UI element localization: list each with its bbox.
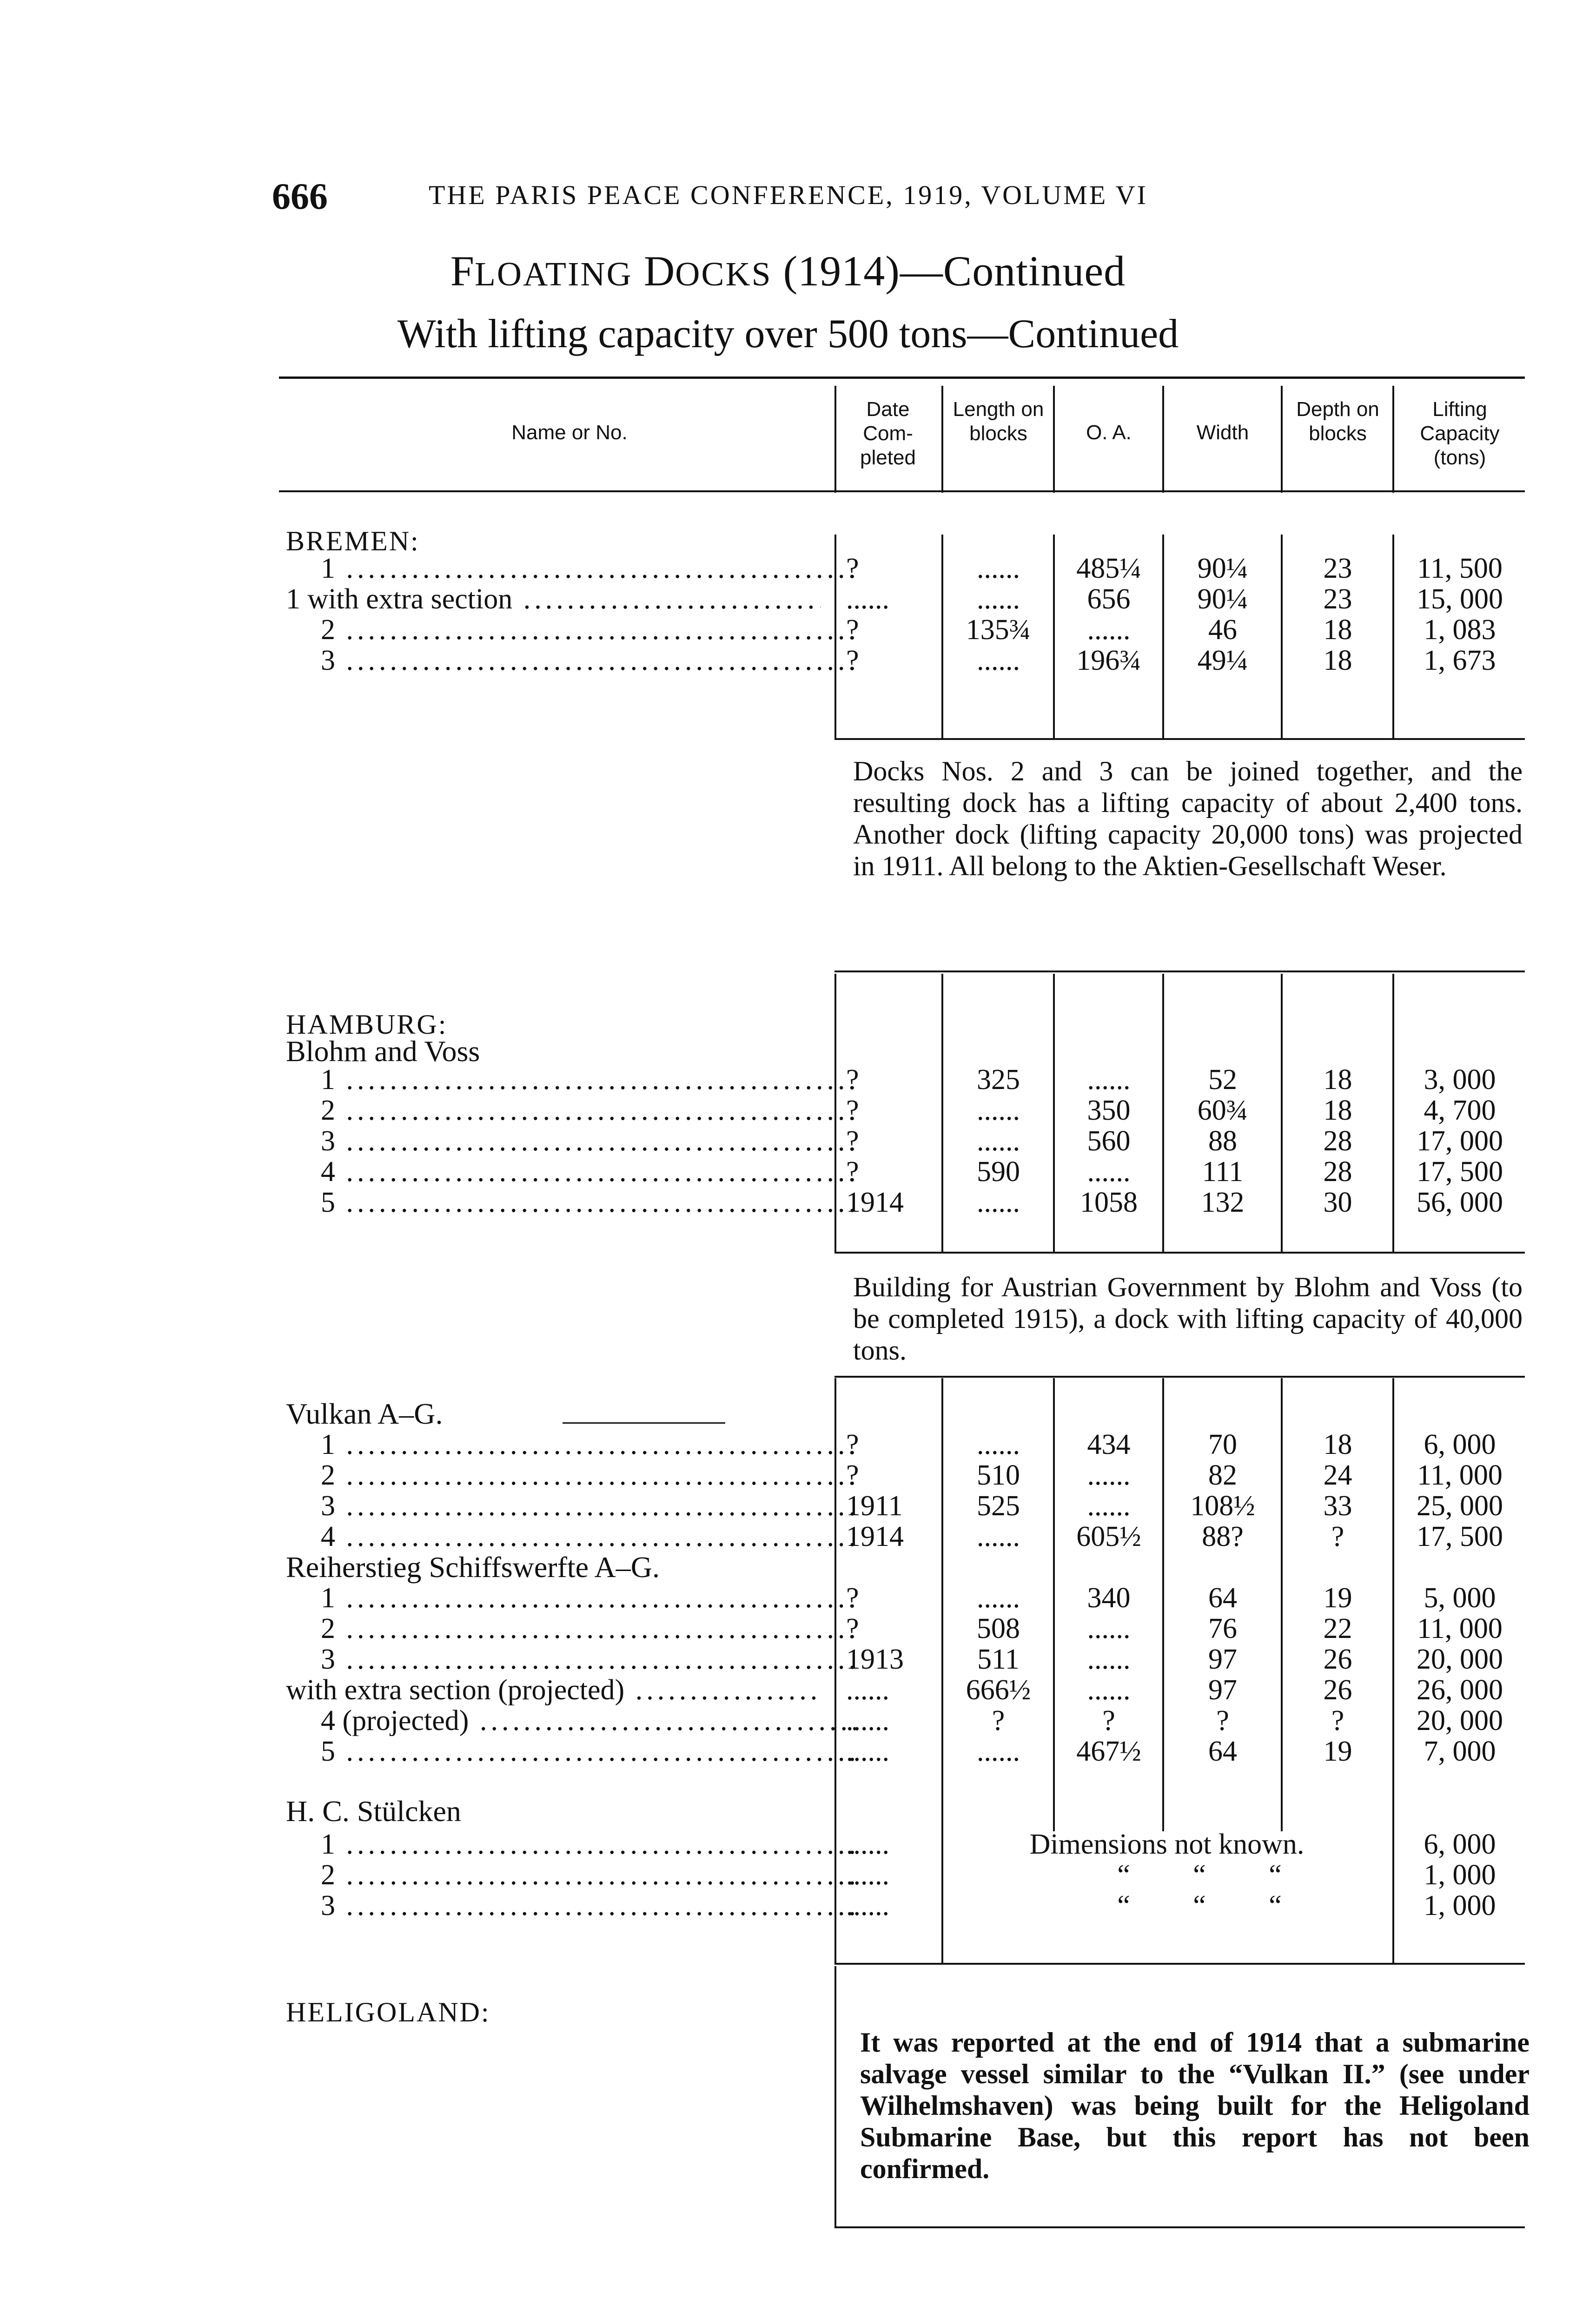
row-length: 508	[977, 1613, 1020, 1644]
title-initial-f: F	[450, 247, 475, 295]
col-rule	[1162, 386, 1164, 493]
section-bremen: BREMEN:	[286, 526, 420, 556]
row-lifting: 4, 700	[1424, 1095, 1496, 1126]
row-date: ......	[846, 1890, 889, 1921]
table-title	[0, 246, 1576, 296]
row-lifting: 20, 000	[1417, 1705, 1503, 1736]
row-lifting: 17, 500	[1417, 1521, 1503, 1552]
row-name: 3 .....	[321, 1491, 855, 1521]
row-dimensions: “ “ “	[1117, 1890, 1282, 1921]
table-row	[0, 1583, 1576, 1613]
row-name: 2 .....	[321, 614, 855, 645]
row-width: ?	[1216, 1705, 1229, 1736]
row-name: 1 .....	[321, 1064, 855, 1095]
table-subtitle: With lifting capacity over 500 tons—Continued	[397, 311, 1179, 357]
row-width: 111	[1202, 1156, 1244, 1188]
row-oa: ......	[1087, 1064, 1131, 1096]
row-lifting: 6, 000	[1424, 1829, 1496, 1860]
row-length: 525	[977, 1490, 1020, 1522]
header-name: Name or No.	[511, 421, 628, 444]
row-name: 2 .....	[321, 1095, 855, 1126]
row-depth: 24	[1323, 1459, 1352, 1491]
header-oa: O. A.	[1086, 421, 1132, 444]
row-lifting: 1, 083	[1424, 614, 1496, 646]
row-name: 4 (projected) .....	[321, 1705, 855, 1736]
row-name: 4 .....	[321, 1156, 855, 1187]
row-width: 52	[1208, 1064, 1237, 1096]
bremen-note: Docks Nos. 2 and 3 can be joined together, and the resulting dock has a lifting capacity of about 2,400 tons. Another dock (lifting capacity 20,000 tons) was projected in 1911. All belong to the Aktien-Gesellschaft Weser.	[853, 756, 1523, 881]
row-length: 511	[977, 1644, 1020, 1675]
row-depth: ?	[1331, 1705, 1344, 1736]
row-depth: 30	[1323, 1187, 1352, 1218]
row-name: 5 .....	[321, 1187, 855, 1218]
row-date: ?	[846, 1064, 859, 1096]
row-dimensions: Dimensions not known.	[1029, 1829, 1305, 1860]
table-row	[0, 1736, 1576, 1767]
group-reiherstieg: Reiherstieg Schiffswerfte A–G.	[286, 1551, 660, 1584]
table-row	[0, 1860, 1576, 1890]
row-width: 46	[1208, 614, 1237, 646]
row-depth: ?	[1331, 1521, 1344, 1552]
row-length: 510	[977, 1459, 1020, 1491]
row-width: 76	[1208, 1613, 1237, 1644]
table-row	[0, 1613, 1576, 1644]
header-top-rule	[279, 376, 1525, 379]
row-name: 2 .....	[321, 1613, 855, 1644]
row-lifting: 15, 000	[1417, 583, 1503, 615]
row-width: 64	[1208, 1582, 1237, 1614]
row-depth: 23	[1323, 553, 1352, 584]
header-bottom-rule	[279, 490, 1525, 492]
row-length: 325	[977, 1064, 1020, 1096]
table-row	[0, 1829, 1576, 1860]
table-row	[0, 1156, 1576, 1187]
table-row	[0, 1460, 1576, 1491]
row-name: 1 .....	[321, 553, 855, 584]
row-oa: 350	[1087, 1095, 1131, 1126]
row-length: ......	[977, 1429, 1020, 1460]
row-name: 2 .....	[321, 1860, 855, 1890]
row-lifting: 56, 000	[1417, 1187, 1503, 1218]
row-lifting: 6, 000	[1424, 1429, 1496, 1460]
table-row	[0, 1675, 1576, 1705]
row-lifting: 17, 000	[1417, 1125, 1503, 1157]
row-depth: 19	[1323, 1736, 1352, 1767]
group-vulkan: Vulkan A–G.	[286, 1397, 443, 1430]
row-date: 1914	[846, 1521, 904, 1552]
row-depth: 18	[1323, 1429, 1352, 1460]
table-bottom-rule	[834, 2226, 1525, 2228]
blohm-note-rule	[834, 1376, 1525, 1378]
row-lifting: 11, 000	[1417, 1459, 1503, 1491]
row-width: 82	[1208, 1459, 1237, 1491]
col-rule	[941, 386, 943, 493]
row-name: 1 .....	[321, 1583, 855, 1613]
row-depth: 26	[1323, 1644, 1352, 1675]
row-lifting: 26, 000	[1417, 1674, 1503, 1706]
blohm-voss-note: Building for Austrian Government by Blohm and Voss (to be completed 1915), a dock with lifting capacity of 40,000 tons.	[853, 1272, 1523, 1366]
table-row	[0, 614, 1576, 645]
row-oa: ......	[1087, 1613, 1131, 1644]
row-width: 90¼	[1197, 553, 1248, 584]
row-date: ......	[846, 1859, 889, 1891]
table-row	[0, 1095, 1576, 1126]
row-date: ......	[846, 1705, 889, 1736]
page-number: 666	[272, 176, 328, 217]
row-date: ?	[846, 1095, 859, 1126]
row-date: ......	[846, 1736, 889, 1767]
row-date: ......	[846, 1829, 889, 1860]
row-width: 88	[1208, 1125, 1237, 1157]
row-length: ......	[977, 1095, 1020, 1126]
row-name: 3 .....	[321, 1890, 855, 1921]
row-date: ?	[846, 645, 859, 676]
row-date: ......	[846, 1674, 889, 1706]
row-oa: ......	[1087, 1644, 1131, 1675]
row-oa: 434	[1087, 1429, 1131, 1460]
row-oa: ?	[1102, 1705, 1115, 1736]
row-oa: 605½	[1076, 1521, 1141, 1552]
title-initial-d: D	[643, 247, 675, 295]
row-date: ?	[846, 1582, 859, 1614]
table-row	[0, 1187, 1576, 1218]
row-lifting: 1, 000	[1424, 1890, 1496, 1921]
group-stulcken: H. C. Stülcken	[286, 1795, 461, 1828]
row-name: 3 .....	[321, 645, 855, 676]
row-oa: 467½	[1076, 1736, 1141, 1767]
col-rule	[1053, 386, 1055, 493]
row-oa: 485¼	[1076, 553, 1141, 584]
row-lifting: 1, 673	[1424, 645, 1496, 676]
row-oa: ......	[1087, 1674, 1131, 1706]
bremen-block-rule	[834, 738, 1525, 740]
table-row	[0, 1705, 1576, 1736]
bremen-note-rule	[834, 971, 1525, 972]
col-rule	[834, 1966, 836, 2226]
row-lifting: 1, 000	[1424, 1859, 1496, 1891]
row-oa: ......	[1087, 614, 1131, 646]
table-row	[0, 1644, 1576, 1675]
table-row	[0, 584, 1576, 614]
row-name: 2 .....	[321, 1460, 855, 1491]
table-row	[0, 1890, 1576, 1921]
header-depth: Depth on blocks	[1296, 398, 1379, 445]
row-depth: 28	[1323, 1156, 1352, 1188]
table-row	[0, 1126, 1576, 1156]
table-row	[0, 1491, 1576, 1521]
title-docks-rest: OCKS	[675, 255, 772, 293]
row-lifting: 5, 000	[1424, 1582, 1496, 1614]
header-date: Date Com- pleted	[860, 398, 916, 469]
row-oa: 1058	[1080, 1187, 1138, 1218]
row-lifting: 7, 000	[1424, 1736, 1496, 1767]
row-lifting: 20, 000	[1417, 1644, 1503, 1675]
table-row	[0, 645, 1576, 676]
header-lifting: Lifting Capacity (tons)	[1420, 398, 1500, 469]
row-length: 666½	[966, 1674, 1031, 1706]
row-date: ?	[846, 1156, 859, 1188]
row-oa: ......	[1087, 1156, 1131, 1188]
title-floating-rest: LOATING	[474, 255, 633, 293]
row-length: ......	[977, 583, 1020, 615]
hamburg-block-rule	[834, 1252, 1525, 1254]
row-width: 97	[1208, 1644, 1237, 1675]
row-name: 4 .....	[321, 1521, 855, 1552]
row-oa: 560	[1087, 1125, 1131, 1157]
row-oa: ......	[1087, 1459, 1131, 1491]
row-date: ?	[846, 1429, 859, 1460]
row-depth: 18	[1323, 1064, 1352, 1096]
row-name: 1 .....	[321, 1429, 855, 1460]
row-depth: 26	[1323, 1674, 1352, 1706]
running-head: THE PARIS PEACE CONFERENCE, 1919, VOLUME VI	[429, 180, 1148, 210]
header-length: Length on blocks	[953, 398, 1044, 445]
row-date: 1914	[846, 1187, 904, 1218]
row-depth: 18	[1323, 614, 1352, 646]
row-length: ......	[977, 1521, 1020, 1552]
row-lifting: 11, 000	[1417, 1613, 1503, 1644]
row-name: 5 .....	[321, 1736, 855, 1767]
row-oa: 196¾	[1076, 645, 1141, 676]
group-blohm-voss: Blohm and Voss	[286, 1035, 480, 1068]
row-lifting: 25, 000	[1417, 1490, 1503, 1522]
row-date: ?	[846, 553, 859, 584]
row-length: ......	[977, 553, 1020, 584]
row-lifting: 3, 000	[1424, 1064, 1496, 1096]
row-name: 1 .....	[321, 1829, 855, 1860]
row-length: 135¾	[966, 614, 1031, 646]
section-hamburg: HAMBURG:	[286, 1009, 448, 1040]
row-width: 108½	[1190, 1490, 1255, 1522]
row-length: ?	[992, 1705, 1005, 1736]
row-width: 60¾	[1197, 1095, 1248, 1126]
title-tail: (1914)—Continued	[783, 247, 1126, 295]
row-name: 3 .....	[321, 1644, 855, 1675]
row-width: 64	[1208, 1736, 1237, 1767]
table-row	[0, 1429, 1576, 1460]
row-depth: 18	[1323, 1095, 1352, 1126]
row-date: ......	[846, 583, 889, 615]
row-width: 49¼	[1197, 645, 1248, 676]
row-length: ......	[977, 645, 1020, 676]
row-width: 90¼	[1197, 583, 1248, 615]
row-depth: 23	[1323, 583, 1352, 615]
table-row	[0, 553, 1576, 584]
row-oa: 656	[1087, 583, 1131, 615]
row-length: 590	[977, 1156, 1020, 1188]
row-date: 1911	[846, 1490, 903, 1522]
row-dimensions: “ “ “	[1117, 1859, 1282, 1891]
row-date: ?	[846, 614, 859, 646]
row-date: ?	[846, 1459, 859, 1491]
row-date: 1913	[846, 1644, 904, 1675]
row-name: 1 with extra section .....	[286, 584, 821, 614]
row-width: 88?	[1202, 1521, 1244, 1552]
row-depth: 19	[1323, 1582, 1352, 1614]
header-width: Width	[1196, 421, 1249, 444]
row-date: ?	[846, 1125, 859, 1157]
col-rule	[1281, 386, 1283, 493]
stulcken-block-rule	[834, 1963, 1525, 1965]
row-name: 3 .....	[321, 1126, 855, 1156]
heligoland-note: It was reported at the end of 1914 that a submarine salvage vessel similar to the “Vulkan II.” (see under Wilhelmshaven) was being built for the Heligoland Submarine Base, but this report has not been confirmed.	[860, 2027, 1530, 2184]
row-depth: 22	[1323, 1613, 1352, 1644]
row-date: ?	[846, 1613, 859, 1644]
table-row	[0, 1521, 1576, 1552]
row-depth: 33	[1323, 1490, 1352, 1522]
row-depth: 18	[1323, 645, 1352, 676]
row-lifting: 17, 500	[1417, 1156, 1503, 1188]
row-name: with extra section (projected) .....	[286, 1675, 821, 1705]
row-oa: ......	[1087, 1490, 1131, 1522]
row-depth: 28	[1323, 1125, 1352, 1157]
row-length: ......	[977, 1187, 1020, 1218]
col-rule	[834, 386, 836, 493]
row-width: 132	[1201, 1187, 1245, 1218]
section-heligoland: HELIGOLAND:	[286, 1997, 490, 2027]
col-rule	[1392, 386, 1394, 493]
row-width: 70	[1208, 1429, 1237, 1460]
row-length: ......	[977, 1125, 1020, 1157]
row-width: 97	[1208, 1674, 1237, 1706]
row-length: ......	[977, 1582, 1020, 1614]
row-lifting: 11, 500	[1417, 553, 1503, 584]
table-row	[0, 1064, 1576, 1095]
row-length: ......	[977, 1736, 1020, 1767]
row-oa: 340	[1087, 1582, 1131, 1614]
vulkan-rule	[563, 1422, 725, 1424]
